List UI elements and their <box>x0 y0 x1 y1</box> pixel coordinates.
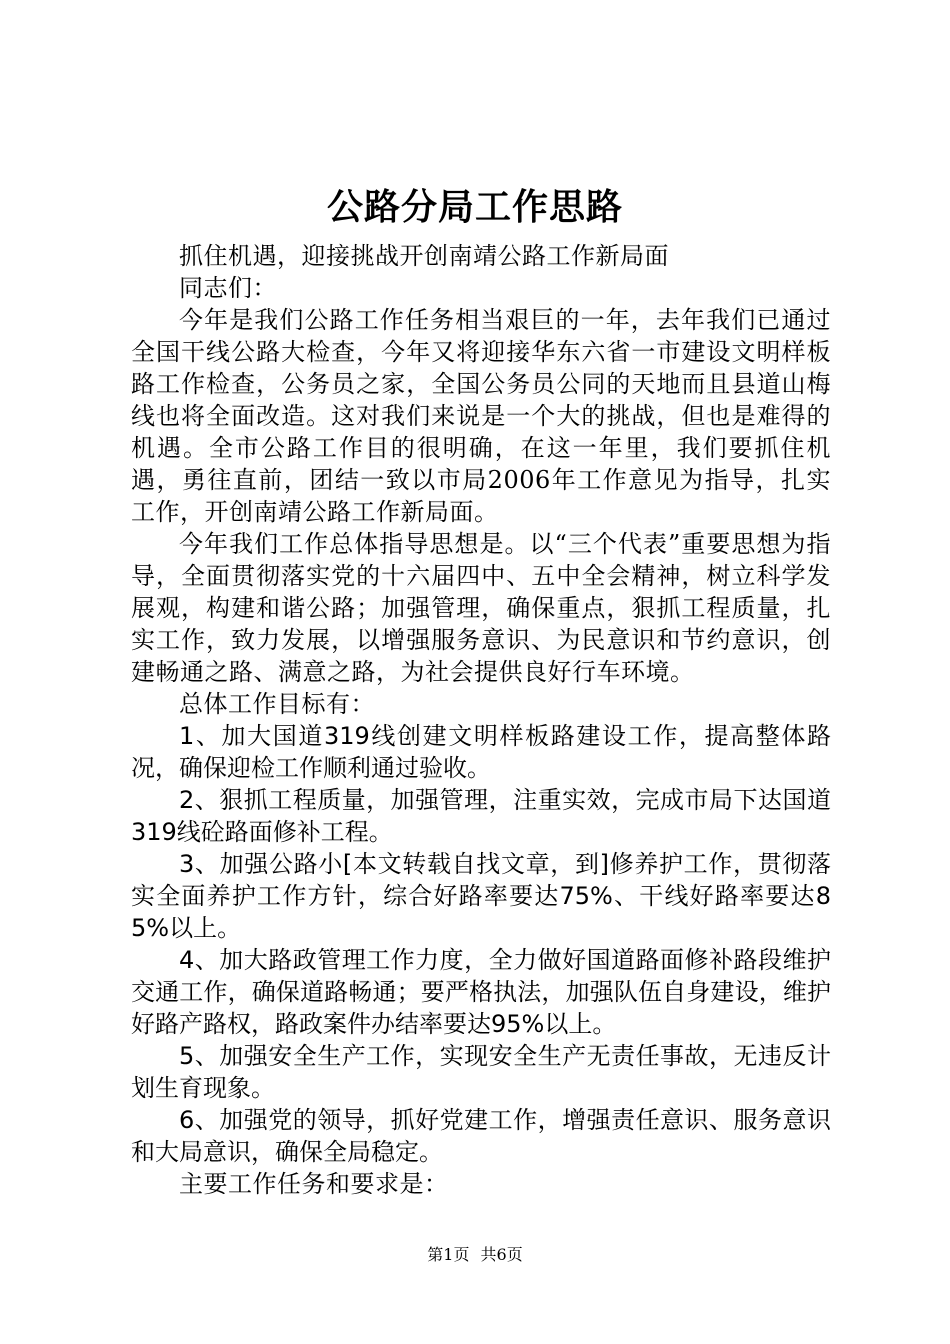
goal-item: 1、加大国道319线创建文明样板路建设工作，提高整体路况，确保迎检工作顺利通过验收。 <box>131 722 831 782</box>
goal-item: 2、狠抓工程质量，加强管理，注重实效，完成市局下达国道319线砼路面修补工程。 <box>131 786 831 846</box>
document-body <box>131 240 831 1200</box>
salutation: 同志们： <box>179 274 277 302</box>
goal-item: 4、加大路政管理工作力度，全力做好国道路面修补路段维护交通工作，确保道路畅通；要严格执法，加强队伍自身建设，维护好路产路权，路政案件办结率要达95%以上。 <box>131 946 831 1038</box>
paragraph: 总体工作目标有： <box>179 690 375 718</box>
goal-item: 6、加强党的领导，抓好党建工作，增强责任意识、服务意识和大局意识，确保全局稳定。 <box>131 1106 831 1166</box>
page-number: 第1页 <box>427 1245 470 1264</box>
paragraph: 今年我们工作总体指导思想是。以“三个代表”重要思想为指导，全面贯彻落实党的十六届四中、五中全会精神，树立科学发展观，构建和谐公路；加强管理，确保重点，狠抓工程质量，扎实工作，致力发展，以增强服务意识、为民意识和节约意识，创建畅通之路、满意之路，为社会提供良好行车环境。 <box>131 530 831 686</box>
document-title: 公路分局工作思路 <box>326 187 623 228</box>
page-total: 共6页 <box>480 1245 523 1264</box>
page-footer <box>0 1244 950 1266</box>
goal-item: 5、加强安全生产工作，实现安全生产无责任事故，无违反计划生育现象。 <box>131 1042 831 1102</box>
closing-line: 主要工作任务和要求是： <box>179 1170 449 1198</box>
subtitle: 抓住机遇，迎接挑战开创南靖公路工作新局面 <box>179 242 669 270</box>
paragraph: 今年是我们公路工作任务相当艰巨的一年，去年我们已通过全国干线公路大检查，今年又将迎接华东六省一市建设文明样板路工作检查，公务员之家，全国公务员公同的天地而且县道山梅线也将全面改造。这对我们来说是一个大的挑战，但也是难得的机遇。全市公路工作目的很明确，在这一年里，我们要抓住机遇，勇往直前，团结一致以市局2006年工作意见为指导，扎实工作，开创南靖公路工作新局面。 <box>131 306 831 526</box>
goal-item: 3、加强公路小[本文转载自找文章，到]修养护工作，贯彻落实全面养护工作方针，综合好路率要达75%、干线好路率要达85%以上。 <box>131 850 831 942</box>
